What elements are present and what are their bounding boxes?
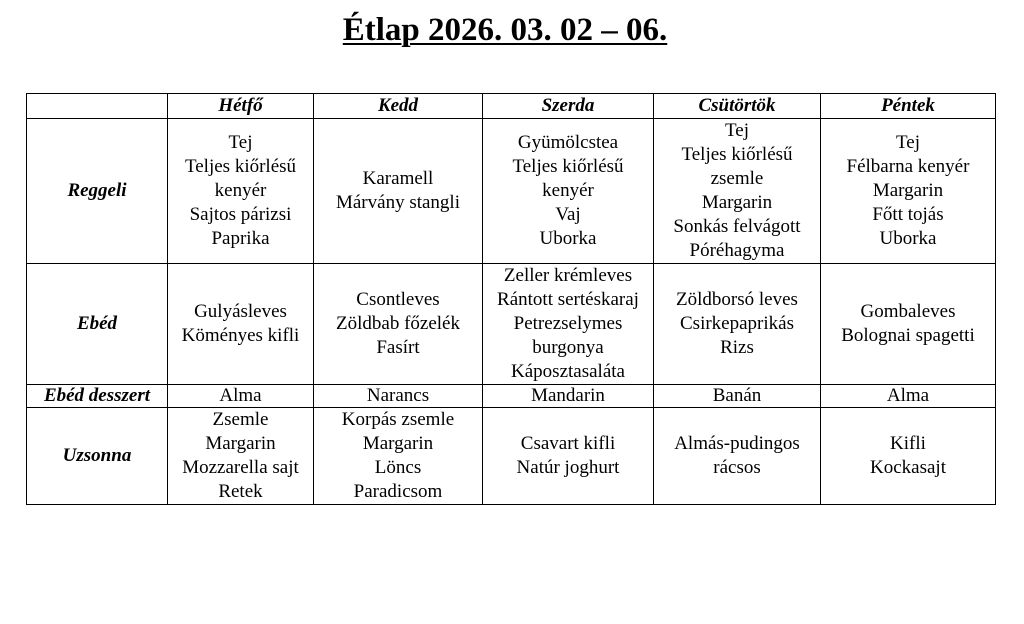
menu-item-line: Sonkás felvágott: [673, 216, 801, 237]
meal-row-lunch: [27, 264, 996, 385]
menu-item-line: Mozzarella sajt: [182, 457, 299, 478]
menu-cell: [314, 385, 483, 408]
menu-item-line: Rizs: [720, 337, 754, 358]
menu-item-line: zsemle: [710, 168, 764, 189]
menu-cell: [821, 264, 996, 385]
header-row: [27, 94, 996, 119]
menu-cell: [821, 119, 996, 264]
menu-item-line: Zöldbab főzelék: [336, 313, 460, 334]
meal-label: Reggeli: [27, 119, 168, 264]
menu-item-line: Karamell: [362, 168, 434, 189]
meal-label: Ebéd desszert: [27, 385, 168, 408]
menu-item-line: Natúr joghurt: [516, 457, 620, 478]
menu-item-line: Margarin: [872, 180, 944, 201]
menu-table: [26, 93, 996, 505]
meal-row-breakfast: [27, 119, 996, 264]
meal-label: Ebéd: [27, 264, 168, 385]
corner-cell: [27, 94, 168, 119]
menu-cell: [168, 119, 314, 264]
menu-cell: [314, 264, 483, 385]
menu-item-line: Margarin: [701, 192, 773, 213]
menu-item-line: Zsemle: [212, 409, 269, 430]
menu-cell: [654, 264, 821, 385]
menu-item-line: Banán: [712, 385, 762, 406]
menu-item-line: Kifli: [890, 433, 926, 454]
menu-item-line: Csirkepaprikás: [680, 313, 794, 334]
page-title: Étlap 2026. 03. 02 – 06.: [342, 12, 668, 48]
menu-item-line: Mandarin: [531, 385, 605, 406]
menu-item-line: Alma: [219, 385, 262, 406]
menu-cell: [654, 119, 821, 264]
menu-item-line: kenyér: [214, 180, 267, 201]
menu-item-line: Gombaleves: [860, 301, 956, 322]
menu-item-line: Bolognai spagetti: [841, 325, 975, 346]
meal-row-snack: [27, 408, 996, 505]
meal-row-dessert: [27, 385, 996, 408]
menu-item-line: kenyér: [542, 180, 594, 201]
menu-item-line: Fasírt: [376, 337, 420, 358]
day-header-friday: Péntek: [821, 94, 996, 119]
menu-item-line: Gulyásleves: [194, 301, 287, 322]
menu-item-line: Sajtos párizsi: [189, 204, 292, 225]
menu-cell: [168, 264, 314, 385]
menu-item-line: Csontleves: [356, 289, 440, 310]
menu-item-line: Csavart kifli: [520, 433, 616, 454]
menu-item-line: Zeller krémleves: [503, 265, 633, 286]
menu-item-line: Káposztasaláta: [511, 361, 625, 382]
menu-item-line: Retek: [218, 481, 263, 502]
menu-item-line: Tej: [896, 132, 920, 153]
menu-item-line: Paradicsom: [353, 481, 443, 502]
menu-item-line: Köményes kifli: [181, 325, 300, 346]
menu-item-line: Uborka: [539, 228, 597, 249]
menu-cell: [821, 385, 996, 408]
menu-cell: [483, 264, 654, 385]
menu-cell: [483, 119, 654, 264]
menu-item-line: Uborka: [879, 228, 937, 249]
menu-item-line: Korpás zsemle: [341, 409, 455, 430]
menu-cell: [314, 408, 483, 505]
menu-item-line: Narancs: [366, 385, 430, 406]
day-header-tuesday: Kedd: [314, 94, 483, 119]
day-header-thursday: Csütörtök: [654, 94, 821, 119]
menu-item-line: Gyümölcstea: [517, 132, 619, 153]
menu-item-line: Póréhagyma: [689, 240, 785, 261]
menu-cell: [168, 408, 314, 505]
menu-cell: [821, 408, 996, 505]
menu-item-line: Teljes kiőrlésű: [512, 156, 624, 177]
menu-item-line: Paprika: [211, 228, 270, 249]
menu-item-line: Zöldborsó leves: [676, 289, 798, 310]
menu-item-line: Márvány stangli: [335, 192, 460, 213]
menu-item-line: rácsos: [713, 457, 761, 478]
menu-cell: [314, 119, 483, 264]
meal-label: Uzsonna: [27, 408, 168, 505]
menu-item-line: Teljes kiőrlésű: [184, 156, 297, 177]
menu-item-line: Margarin: [205, 433, 276, 454]
menu-item-line: Tej: [725, 120, 749, 141]
day-header-wednesday: Szerda: [483, 94, 654, 119]
menu-item-line: burgonya: [532, 337, 604, 358]
menu-cell: [483, 408, 654, 505]
menu-item-line: Teljes kiőrlésű: [681, 144, 793, 165]
menu-item-line: Tej: [228, 132, 253, 153]
menu-item-line: Alma: [886, 385, 930, 406]
day-header-monday: Hétfő: [168, 94, 314, 119]
menu-item-line: Félbarna kenyér: [846, 156, 970, 177]
menu-item-line: Rántott sertéskaraj: [497, 289, 639, 310]
menu-item-line: Főtt tojás: [872, 204, 944, 225]
menu-item-line: Margarin: [362, 433, 434, 454]
menu-cell: [654, 408, 821, 505]
menu-item-line: Löncs: [374, 457, 422, 478]
menu-cell: [654, 385, 821, 408]
menu-item-line: Almás-pudingos: [674, 433, 800, 454]
menu-item-line: Petrezselymes: [513, 313, 623, 334]
menu-cell: [483, 385, 654, 408]
menu-cell: [168, 385, 314, 408]
menu-item-line: Vaj: [555, 204, 581, 225]
menu-item-line: Kockasajt: [870, 457, 946, 478]
